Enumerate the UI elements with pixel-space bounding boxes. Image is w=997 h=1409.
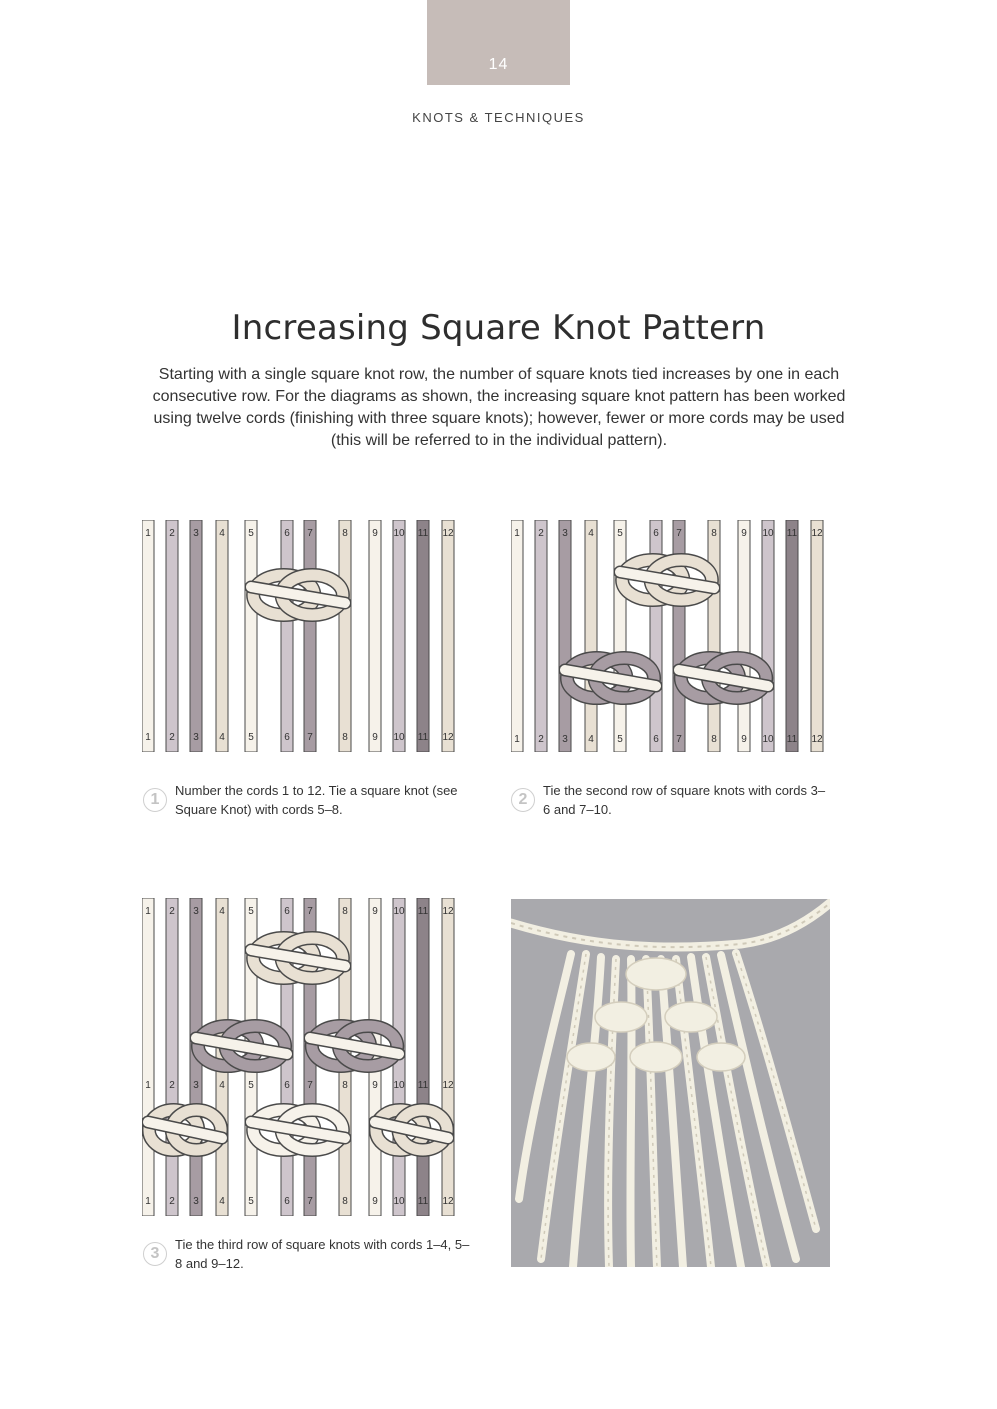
cord-12	[442, 520, 454, 752]
cord-label-9: 9	[372, 1080, 378, 1091]
cord-label-9: 9	[741, 528, 747, 539]
cord-label-6: 6	[284, 732, 290, 743]
cord-label-2: 2	[169, 732, 175, 743]
cord-4	[216, 520, 228, 752]
cord-label-1: 1	[145, 1080, 151, 1091]
cord-label-8: 8	[711, 528, 717, 539]
cord-label-7: 7	[307, 528, 313, 539]
cord-label-7: 7	[676, 734, 682, 745]
cord-label-5: 5	[248, 906, 254, 917]
square-knot-5-8	[620, 560, 714, 600]
square-knot-row3-9-12	[375, 1110, 448, 1150]
cord-label-4: 4	[219, 906, 225, 917]
cord-label-8: 8	[342, 906, 348, 917]
cord-label-5: 5	[617, 734, 623, 745]
page-title: Increasing Square Knot Pattern	[231, 308, 766, 348]
cord-label-1: 1	[145, 1196, 151, 1207]
square-knot-3-6	[565, 658, 656, 698]
cord-label-8: 8	[711, 734, 717, 745]
cord-label-8: 8	[342, 1080, 348, 1091]
cord-label-7: 7	[307, 732, 313, 743]
cord-1	[511, 520, 523, 752]
cord-label-3: 3	[193, 732, 199, 743]
cord-label-3: 3	[193, 906, 199, 917]
diagram-step-2	[511, 520, 829, 752]
cord-label-11: 11	[417, 732, 429, 743]
step-2-caption	[511, 781, 831, 819]
cord-label-4: 4	[588, 528, 594, 539]
cord-label-10: 10	[762, 734, 774, 745]
cord-10	[393, 520, 405, 752]
cord-5	[614, 520, 626, 752]
square-knot-row1-5-8	[251, 938, 345, 978]
cord-label-11: 11	[417, 906, 429, 917]
cord-9	[369, 520, 381, 752]
cord-label-12: 12	[442, 1196, 454, 1207]
cord-label-4: 4	[588, 734, 594, 745]
page-number: 14	[488, 55, 509, 73]
cord-1	[142, 898, 154, 1216]
cord-label-1: 1	[514, 528, 520, 539]
step-3-text: Tie the third row of square knots with cords 1–4, 5–8 and 9–12.	[175, 1237, 470, 1271]
cord-label-12: 12	[811, 528, 823, 539]
cord-2	[166, 898, 178, 1216]
cord-label-2: 2	[169, 1196, 175, 1207]
cord-3	[559, 520, 571, 752]
cord-label-5: 5	[248, 1080, 254, 1091]
cord-label-10: 10	[393, 528, 405, 539]
cord-label-6: 6	[653, 528, 659, 539]
section-label: KNOTS & TECHNIQUES	[412, 110, 585, 125]
cord-label-11: 11	[417, 528, 429, 539]
square-knot-row3-1-4	[148, 1110, 222, 1150]
cord-label-7: 7	[307, 906, 313, 917]
cord-label-8: 8	[342, 528, 348, 539]
step-2-text: Tie the second row of square knots with cords 3–6 and 7–10.	[543, 783, 826, 817]
cord-label-9: 9	[372, 732, 378, 743]
cord-label-5: 5	[248, 732, 254, 743]
cord-label-10: 10	[762, 528, 774, 539]
cord-11	[417, 898, 429, 1216]
cord-label-8: 8	[342, 1196, 348, 1207]
cord-label-3: 3	[193, 528, 199, 539]
cord-2	[535, 520, 547, 752]
cord-label-7: 7	[307, 1196, 313, 1207]
cord-label-1: 1	[145, 906, 151, 917]
cord-label-2: 2	[169, 906, 175, 917]
cord-10	[762, 520, 774, 752]
cord-label-3: 3	[193, 1196, 199, 1207]
cord-label-11: 11	[417, 1080, 429, 1091]
cord-8	[708, 520, 720, 752]
cord-label-3: 3	[193, 1080, 199, 1091]
step-1-text: Number the cords 1 to 12. Tie a square knot (see Square Knot) with cords 5–8.	[175, 783, 458, 817]
cord-6	[281, 520, 293, 752]
step-2-number: 2	[511, 788, 535, 812]
cord-label-10: 10	[393, 1196, 405, 1207]
cord-label-4: 4	[219, 528, 225, 539]
cord-label-9: 9	[372, 528, 378, 539]
cord-label-10: 10	[393, 1080, 405, 1091]
cord-label-3: 3	[562, 734, 568, 745]
cord-1	[142, 520, 154, 752]
cord-label-1: 1	[145, 528, 151, 539]
intro-paragraph: Starting with a single square knot row, the number of square knots tied increases by one in each consecutive row. For the diagrams as shown, the increasing square knot pattern has been worked using twelve cords (finishing with three square knots); however, fewer or more cords may be used (this will be referred to in the individual pattern).	[152, 366, 846, 449]
cord-label-12: 12	[442, 906, 454, 917]
cord-label-11: 11	[786, 734, 798, 745]
cord-label-6: 6	[653, 734, 659, 745]
cord-label-6: 6	[284, 906, 290, 917]
cord-label-12: 12	[442, 528, 454, 539]
cord-label-8: 8	[342, 732, 348, 743]
step-3-number: 3	[143, 1242, 167, 1266]
cord-11	[417, 520, 429, 752]
square-knot-7-10	[679, 658, 768, 698]
step-3-caption	[143, 1235, 473, 1273]
cord-label-12: 12	[442, 1080, 454, 1091]
cord-label-4: 4	[219, 1080, 225, 1091]
cord-label-7: 7	[676, 528, 682, 539]
cord-label-5: 5	[617, 528, 623, 539]
cord-label-2: 2	[538, 734, 544, 745]
diagram-step-3	[142, 898, 460, 1216]
cord-5	[245, 520, 257, 752]
cord-label-5: 5	[248, 1196, 254, 1207]
cord-label-3: 3	[562, 528, 568, 539]
cord-label-1: 1	[514, 734, 520, 745]
cord-label-10: 10	[393, 732, 405, 743]
square-knot-row2-3-6	[196, 1026, 287, 1066]
cord-9	[738, 520, 750, 752]
cord-label-11: 11	[786, 528, 798, 539]
diagram-step-1	[142, 520, 460, 752]
cord-label-4: 4	[219, 732, 225, 743]
cord-label-6: 6	[284, 1196, 290, 1207]
cord-label-6: 6	[284, 1080, 290, 1091]
cord-label-2: 2	[169, 528, 175, 539]
cord-7	[304, 520, 316, 752]
cord-label-1: 1	[145, 732, 151, 743]
square-knot-row3-5-8	[251, 1110, 345, 1150]
cord-label-11: 11	[417, 1196, 429, 1207]
cord-11	[786, 520, 798, 752]
cord-label-6: 6	[284, 528, 290, 539]
cord-label-2: 2	[538, 528, 544, 539]
cord-label-7: 7	[307, 1080, 313, 1091]
macrame-sample-photo	[511, 899, 830, 1267]
cord-2	[166, 520, 178, 752]
step-1-number: 1	[143, 788, 167, 812]
cord-8	[339, 520, 351, 752]
cord-12	[811, 520, 823, 752]
step-1-caption	[143, 781, 463, 819]
cord-3	[190, 520, 202, 752]
cord-label-9: 9	[372, 1196, 378, 1207]
square-knot-5-8	[251, 575, 345, 615]
cord-label-9: 9	[372, 906, 378, 917]
cord-label-9: 9	[741, 734, 747, 745]
cord-label-10: 10	[393, 906, 405, 917]
cord-label-12: 12	[811, 734, 823, 745]
square-knot-row2-7-10	[310, 1026, 399, 1066]
cord-label-5: 5	[248, 528, 254, 539]
cord-12	[442, 898, 454, 1216]
cord-label-12: 12	[442, 732, 454, 743]
cord-label-2: 2	[169, 1080, 175, 1091]
cord-label-4: 4	[219, 1196, 225, 1207]
cord-4	[585, 520, 597, 752]
page-number-tab	[427, 0, 570, 85]
